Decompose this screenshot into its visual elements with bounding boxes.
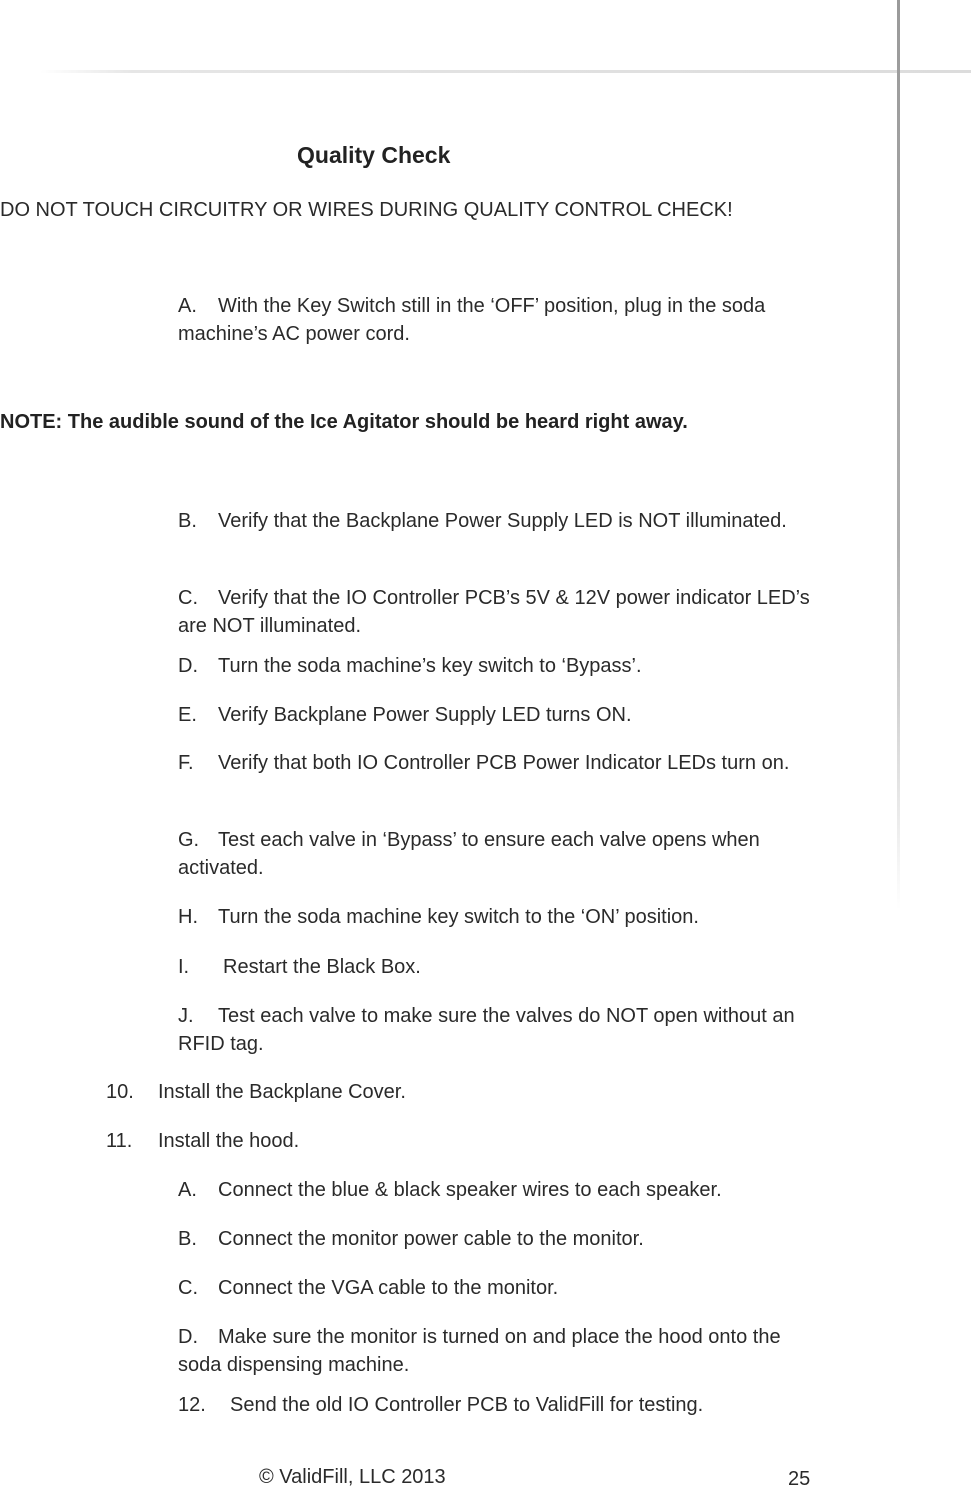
item-text: Send the old IO Controller PCB to ValidFill for testing.: [230, 1394, 704, 1416]
list-item: [178, 652, 828, 680]
list-item: [178, 701, 828, 729]
item-label: A.: [178, 295, 197, 317]
list-item: [178, 826, 828, 882]
item-text: Turn the soda machine’s key switch to ‘Bypass’.: [218, 655, 642, 677]
list-item: [178, 1176, 828, 1204]
page-title: Quality Check: [297, 142, 451, 168]
item-label: D.: [178, 655, 198, 677]
list-item: [178, 1323, 828, 1379]
numbered-item: [106, 1078, 406, 1106]
item-text: Connect the VGA cable to the monitor.: [218, 1277, 559, 1299]
item-text: With the Key Switch still in the ‘OFF’ position, plug in the soda machine’s AC power cord.: [178, 295, 766, 345]
list-item: [178, 1274, 828, 1302]
list-item: [178, 749, 828, 777]
margin-rule: [897, 0, 900, 910]
item-text: Restart the Black Box.: [223, 956, 421, 978]
item-number: 12.: [178, 1394, 206, 1416]
item-label: C.: [178, 1277, 198, 1299]
item-text: Verify that the Backplane Power Supply LED is NOT illuminated.: [218, 510, 787, 532]
list-item: [178, 1002, 828, 1058]
item-label: F.: [178, 752, 194, 774]
item-label: H.: [178, 906, 198, 928]
item-text: Verify that both IO Controller PCB Power Indicator LEDs turn on.: [218, 752, 790, 774]
item-text: Verify that the IO Controller PCB’s 5V & 12V power indicator LED’s are NOT illuminated.: [178, 587, 810, 637]
item-label: C.: [178, 587, 198, 609]
item-text: Connect the monitor power cable to the monitor.: [218, 1228, 644, 1250]
list-item: [178, 507, 828, 535]
numbered-item: [178, 1391, 828, 1419]
item-text: Test each valve to make sure the valves do NOT open without an RFID tag.: [178, 1005, 795, 1055]
list-item: [178, 292, 828, 348]
list-item: [178, 953, 828, 981]
item-number: 11.: [106, 1130, 133, 1152]
list-item: [178, 584, 828, 640]
item-label: E.: [178, 704, 197, 726]
footer-copyright: © ValidFill, LLC 2013: [259, 1466, 446, 1488]
item-label: I.: [178, 956, 190, 978]
item-label: G.: [178, 829, 200, 851]
item-label: A.: [178, 1179, 197, 1201]
page-number: 25: [788, 1468, 811, 1490]
item-label: J.: [178, 1005, 194, 1027]
item-text: Install the hood.: [158, 1130, 300, 1152]
numbered-item: [106, 1127, 299, 1155]
item-text: Test each valve in ‘Bypass’ to ensure each valve opens when activated.: [178, 829, 760, 879]
item-label: B.: [178, 510, 197, 532]
item-number: 10.: [106, 1081, 134, 1103]
list-item: [178, 1225, 828, 1253]
note-text: NOTE: The audible sound of the Ice Agitator should be heard right away.: [0, 411, 688, 433]
item-text: Connect the blue & black speaker wires to each speaker.: [218, 1179, 722, 1201]
warning-text: DO NOT TOUCH CIRCUITRY OR WIRES DURING QUALITY CONTROL CHECK!: [0, 199, 733, 221]
item-label: B.: [178, 1228, 197, 1250]
item-label: D.: [178, 1326, 198, 1348]
item-text: Turn the soda machine key switch to the ‘ON’ position.: [218, 906, 699, 928]
item-text: Make sure the monitor is turned on and place the hood onto the soda dispensing machine.: [178, 1326, 781, 1376]
item-text: Install the Backplane Cover.: [158, 1081, 406, 1103]
list-item: [178, 903, 828, 931]
header-rule: [40, 70, 971, 73]
item-text: Verify Backplane Power Supply LED turns ON.: [218, 704, 632, 726]
